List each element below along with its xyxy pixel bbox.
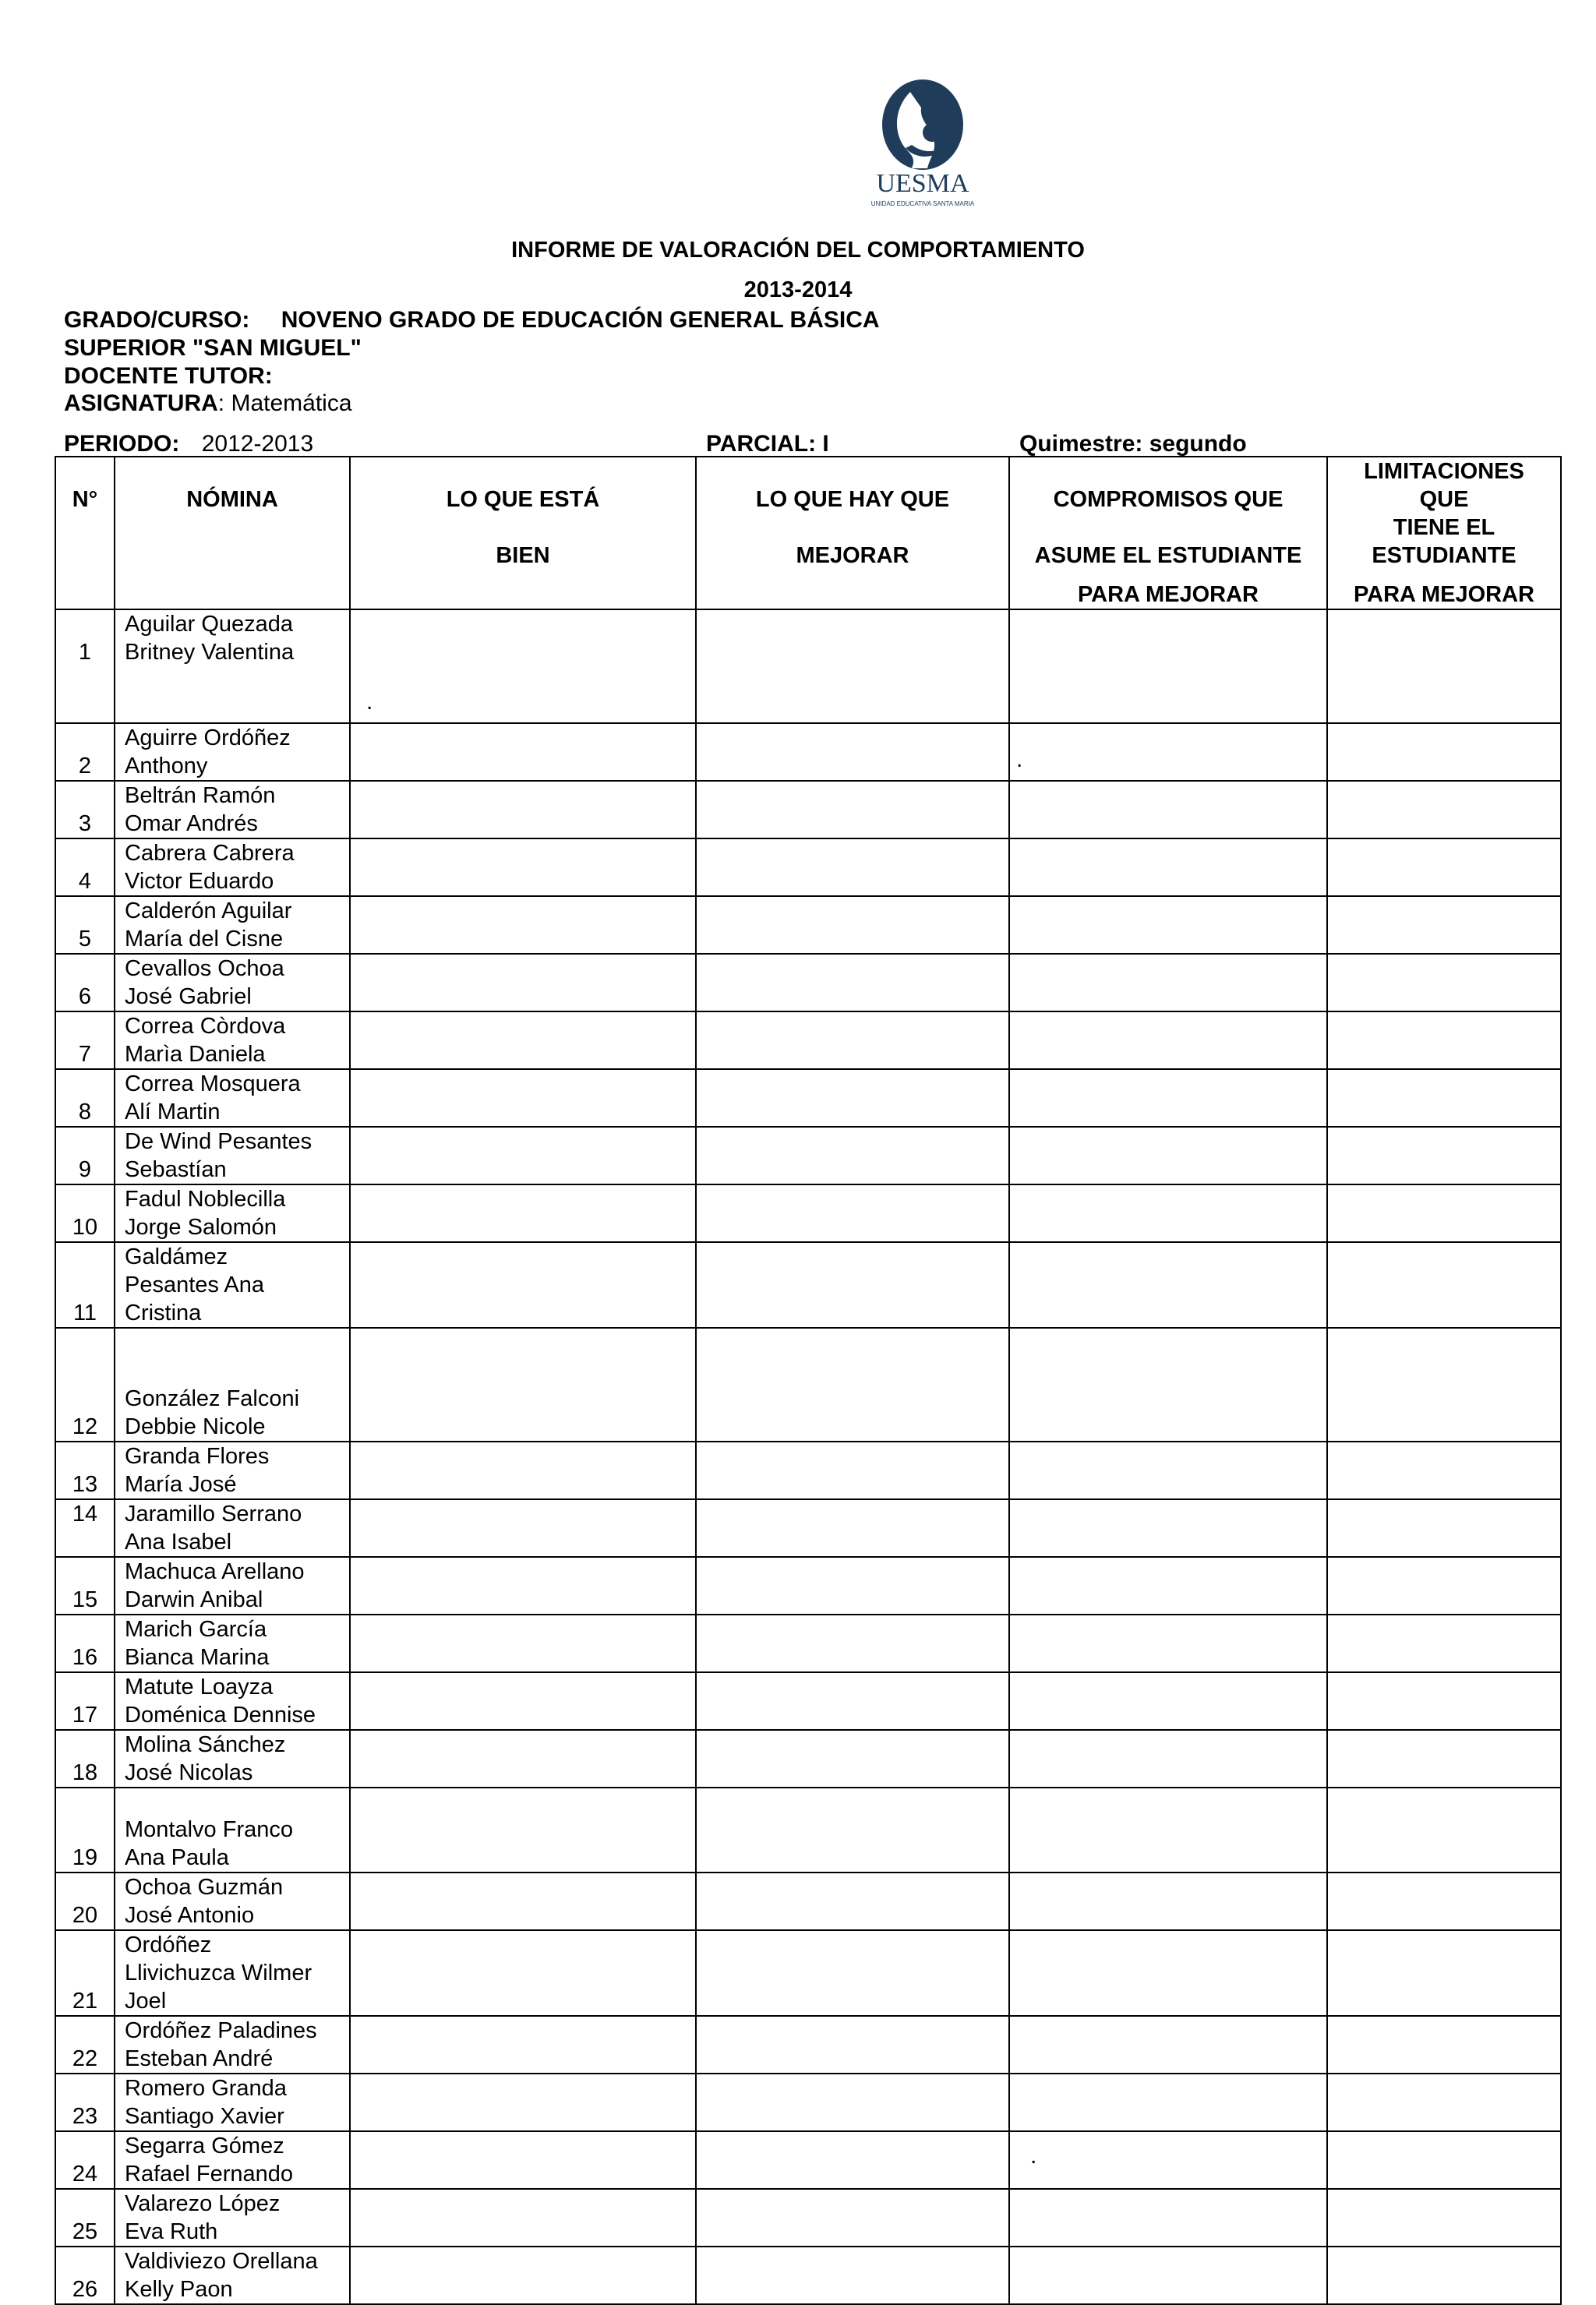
empty-cell[interactable] (1009, 1615, 1327, 1672)
row-number: 7 (55, 1011, 115, 1069)
student-name (115, 896, 350, 954)
row-number: 15 (55, 1557, 115, 1615)
row-number: 19 (55, 1788, 115, 1873)
empty-cell[interactable] (1327, 2074, 1561, 2131)
empty-cell[interactable] (1009, 2247, 1327, 2304)
table-row (55, 896, 1561, 954)
grado-label: GRADO/CURSO: (64, 307, 250, 333)
student-name (115, 1615, 350, 1672)
empty-cell[interactable] (1327, 1328, 1561, 1442)
empty-cell[interactable] (350, 1672, 696, 1730)
empty-cell[interactable] (1327, 2247, 1561, 2304)
table-row (55, 1242, 1561, 1328)
student-name (115, 723, 350, 781)
student-name (115, 1788, 350, 1873)
student-name-line: Alí Martin (125, 1100, 221, 1124)
student-name-line: Anthony (125, 754, 208, 778)
empty-cell[interactable] (1009, 2074, 1327, 2131)
row-number: 1 (55, 609, 115, 723)
empty-cell[interactable] (1009, 1242, 1327, 1328)
table-row (55, 1730, 1561, 1788)
empty-cell[interactable] (1009, 2016, 1327, 2074)
student-name (115, 2247, 350, 2304)
table-row (55, 1328, 1561, 1442)
table-row (55, 1127, 1561, 1184)
header-limitaciones: LIMITACIONES QUE TIENE EL ESTUDIANTE PARA MEJORAR (1327, 457, 1561, 609)
empty-cell[interactable] (350, 1011, 696, 1069)
dot-mark: . (1016, 747, 1023, 772)
empty-cell[interactable] (350, 1499, 696, 1557)
row-number: 13 (55, 1442, 115, 1499)
student-name (115, 609, 350, 723)
student-name-line: Correa Mosquera (125, 1071, 301, 1096)
empty-cell[interactable] (1327, 1557, 1561, 1615)
behavior-table (55, 456, 1545, 2302)
student-name-line: Eva Ruth (125, 2219, 218, 2244)
report-year: 2013-2014 (743, 277, 853, 302)
table-row (55, 2131, 1561, 2189)
empty-cell[interactable] (1009, 1328, 1327, 1442)
empty-cell[interactable] (350, 1615, 696, 1672)
table-row (55, 1615, 1561, 1672)
student-name-line: Ochoa Guzmán (125, 1875, 284, 1900)
student-name-line: Granda Flores (125, 1444, 270, 1469)
student-name (115, 1672, 350, 1730)
student-name-line: Pesantes Ana (125, 1273, 264, 1297)
empty-cell[interactable] (1327, 2189, 1561, 2247)
empty-cell[interactable] (1009, 1069, 1327, 1127)
table-row (55, 1442, 1561, 1499)
empty-cell[interactable] (696, 1328, 1009, 1442)
student-name (115, 1930, 350, 2016)
empty-cell[interactable] (1009, 781, 1327, 838)
row-number: 4 (55, 838, 115, 896)
student-name (115, 1873, 350, 1930)
student-name (115, 1011, 350, 1069)
student-name-line: Omar Andrés (125, 811, 258, 836)
empty-cell[interactable] (696, 1442, 1009, 1499)
empty-cell[interactable] (350, 1069, 696, 1127)
row-number: 22 (55, 2016, 115, 2074)
row-number: 5 (55, 896, 115, 954)
empty-cell[interactable] (1009, 1184, 1327, 1242)
empty-cell[interactable] (350, 781, 696, 838)
empty-cell[interactable] (1009, 1730, 1327, 1788)
row-number: 24 (55, 2131, 115, 2189)
mother-child-emblem-icon (856, 76, 990, 209)
empty-cell[interactable] (350, 1328, 696, 1442)
empty-cell[interactable] (696, 2016, 1009, 2074)
periodo-line (64, 430, 313, 458)
student-name (115, 2131, 350, 2189)
student-name-line: Calderón Aguilar (125, 898, 292, 923)
student-name-line: Aguirre Ordóñez (125, 725, 291, 750)
empty-cell[interactable] (696, 2247, 1009, 2304)
report-title: INFORME DE VALORACIÓN DEL COMPORTAMIENTO (511, 238, 1085, 263)
empty-cell[interactable] (350, 954, 696, 1011)
empty-cell[interactable] (1009, 2131, 1327, 2189)
table-row (55, 1184, 1561, 1242)
table-row (55, 1069, 1561, 1127)
table-row (55, 1499, 1561, 1557)
empty-cell[interactable] (350, 1788, 696, 1873)
student-name-line: Molina Sánchez (125, 1732, 286, 1757)
empty-cell[interactable] (1009, 1442, 1327, 1499)
row-number: 14 (55, 1499, 115, 1557)
empty-cell[interactable] (350, 2074, 696, 2131)
student-name-line: Darwin Anibal (125, 1587, 263, 1612)
empty-cell[interactable] (696, 1069, 1009, 1127)
empty-cell[interactable] (696, 1930, 1009, 2016)
student-name-line: Cristina (125, 1301, 202, 1325)
empty-cell[interactable] (1327, 1672, 1561, 1730)
student-name-line: Marich García (125, 1617, 267, 1642)
empty-cell[interactable] (1327, 1442, 1561, 1499)
student-name (115, 1127, 350, 1184)
empty-cell[interactable] (1009, 838, 1327, 896)
empty-cell[interactable] (696, 1873, 1009, 1930)
empty-cell[interactable] (696, 1615, 1009, 1672)
empty-cell[interactable] (696, 1788, 1009, 1873)
empty-cell[interactable] (350, 1557, 696, 1615)
asignatura-value: : Matemática (217, 390, 352, 416)
empty-cell[interactable] (1009, 723, 1327, 781)
table-row (55, 954, 1561, 1011)
table-row (55, 2074, 1561, 2131)
table-row (55, 1672, 1561, 1730)
student-name-line: Cabrera Cabrera (125, 841, 295, 866)
table-row (55, 1930, 1561, 2016)
row-number: 6 (55, 954, 115, 1011)
student-name (115, 1442, 350, 1499)
empty-cell[interactable] (1009, 2189, 1327, 2247)
grado-line (64, 306, 880, 334)
student-name-line: Machuca Arellano (125, 1559, 305, 1584)
student-name-line: Cevallos Ochoa (125, 956, 284, 981)
student-name-line: Kelly Paon (125, 2277, 233, 2302)
student-name-line: De Wind Pesantes (125, 1129, 312, 1154)
empty-cell[interactable] (696, 838, 1009, 896)
student-name (115, 781, 350, 838)
empty-cell[interactable] (350, 609, 696, 723)
student-name-line: Jorge Salomón (125, 1215, 277, 1240)
student-name (115, 1499, 350, 1557)
row-number: 20 (55, 1873, 115, 1930)
grado-value: NOVENO GRADO DE EDUCACIÓN GENERAL BÁSICA (281, 307, 880, 333)
student-name (115, 1184, 350, 1242)
row-number: 16 (55, 1615, 115, 1672)
student-name (115, 1328, 350, 1442)
header-lo-que-hay-que-mejorar: LO QUE HAY QUE MEJORAR (696, 457, 1009, 609)
row-number: 21 (55, 1930, 115, 2016)
table-row (55, 781, 1561, 838)
row-number: 25 (55, 2189, 115, 2247)
dot-mark: . (1030, 2143, 1037, 2169)
empty-cell[interactable] (1009, 609, 1327, 723)
row-number: 9 (55, 1127, 115, 1184)
table-row (55, 1788, 1561, 1873)
header-lo-que-esta-bien: LO QUE ESTÁ BIEN (350, 457, 696, 609)
student-name-line: Debbie Nicole (125, 1414, 266, 1439)
student-name-line: Valarezo López (125, 2191, 281, 2216)
quimestre-label: Quimestre: segundo (1019, 431, 1247, 457)
empty-cell[interactable] (350, 896, 696, 954)
empty-cell[interactable] (1327, 1788, 1561, 1873)
student-name-line: Llivichuzca Wilmer (125, 1961, 312, 1986)
empty-cell[interactable] (696, 1672, 1009, 1730)
row-number: 2 (55, 723, 115, 781)
table-header-row (55, 457, 1561, 609)
student-name-line: José Gabriel (125, 984, 252, 1009)
empty-cell[interactable] (696, 1127, 1009, 1184)
student-name (115, 2016, 350, 2074)
empty-cell[interactable] (350, 723, 696, 781)
row-number: 11 (55, 1242, 115, 1328)
empty-cell[interactable] (350, 1242, 696, 1328)
empty-cell[interactable] (1327, 1730, 1561, 1788)
table-row (55, 2189, 1561, 2247)
student-name (115, 2074, 350, 2131)
empty-cell[interactable] (696, 781, 1009, 838)
empty-cell[interactable] (1009, 1127, 1327, 1184)
empty-cell[interactable] (1327, 838, 1561, 896)
empty-cell[interactable] (350, 1730, 696, 1788)
empty-cell[interactable] (696, 954, 1009, 1011)
empty-cell[interactable] (696, 896, 1009, 954)
student-name-line: Ana Paula (125, 1845, 229, 1870)
svg-text:UESMA: UESMA (876, 169, 969, 198)
student-name-line: María del Cisne (125, 927, 284, 951)
asignatura-line (64, 390, 352, 418)
svg-text:UNIDAD EDUCATIVA SANTA MARIA: UNIDAD EDUCATIVA SANTA MARIA (870, 200, 975, 207)
empty-cell[interactable] (696, 1011, 1009, 1069)
student-name-line: Galdámez (125, 1244, 228, 1269)
student-name-line: Correa Còrdova (125, 1014, 286, 1039)
student-name (115, 954, 350, 1011)
student-name (115, 2189, 350, 2247)
empty-cell[interactable] (1009, 896, 1327, 954)
empty-cell[interactable] (696, 1242, 1009, 1328)
student-name (115, 1730, 350, 1788)
header-compromisos: COMPROMISOS QUE ASUME EL ESTUDIANTE PARA MEJORAR (1009, 457, 1327, 609)
empty-cell[interactable] (1327, 609, 1561, 723)
empty-cell[interactable] (1009, 1011, 1327, 1069)
student-name-line: Romero Granda (125, 2076, 287, 2101)
table-row (55, 1011, 1561, 1069)
empty-cell[interactable] (350, 1442, 696, 1499)
asignatura-label: ASIGNATURA (64, 390, 218, 416)
student-name-line: Ordóñez (125, 1933, 212, 1957)
student-name (115, 1557, 350, 1615)
student-name-line: María José (125, 1472, 237, 1497)
student-name-line: Ordóñez Paladines (125, 2018, 317, 2043)
grado-value-continued: SUPERIOR "SAN MIGUEL" (64, 335, 362, 361)
empty-cell[interactable] (696, 723, 1009, 781)
parcial-label: PARCIAL: I (706, 431, 829, 457)
empty-cell[interactable] (1009, 1873, 1327, 1930)
student-name-line: Joel (125, 1989, 167, 2014)
empty-cell[interactable] (1009, 1788, 1327, 1873)
student-name-line: José Nicolas (125, 1760, 253, 1785)
student-name (115, 1242, 350, 1328)
student-name-line: Segarra Gómez (125, 2134, 284, 2159)
empty-cell[interactable] (1009, 1499, 1327, 1557)
student-name-line: Beltrán Ramón (125, 783, 276, 808)
empty-cell[interactable] (350, 1873, 696, 1930)
student-name-line: González Falconi (125, 1386, 300, 1411)
empty-cell[interactable] (350, 2131, 696, 2189)
row-number: 23 (55, 2074, 115, 2131)
row-number: 12 (55, 1328, 115, 1442)
empty-cell[interactable] (1327, 1011, 1561, 1069)
row-number: 10 (55, 1184, 115, 1242)
empty-cell[interactable] (350, 1127, 696, 1184)
empty-cell[interactable] (1327, 1499, 1561, 1557)
student-name-line: Fadul Noblecilla (125, 1187, 286, 1212)
empty-cell[interactable] (696, 1557, 1009, 1615)
empty-cell[interactable] (1327, 2131, 1561, 2189)
table-row (55, 723, 1561, 781)
student-name-line: Aguilar Quezada (125, 612, 294, 637)
dot-mark: . (366, 689, 373, 715)
empty-cell[interactable] (1327, 1184, 1561, 1242)
empty-cell[interactable] (350, 2189, 696, 2247)
table-row (55, 2247, 1561, 2304)
row-number: 17 (55, 1672, 115, 1730)
student-name-line: Rafael Fernando (125, 2162, 294, 2187)
school-logo (856, 76, 990, 209)
empty-cell[interactable] (1327, 723, 1561, 781)
empty-cell[interactable] (1009, 1930, 1327, 2016)
empty-cell[interactable] (1327, 1930, 1561, 2016)
empty-cell[interactable] (696, 1730, 1009, 1788)
table-row (55, 1557, 1561, 1615)
student-name (115, 838, 350, 896)
empty-cell[interactable] (350, 2247, 696, 2304)
docente-label: DOCENTE TUTOR: (64, 363, 273, 389)
table-row (55, 609, 1561, 723)
student-name-line: Montalvo Franco (125, 1817, 293, 1842)
row-number: 18 (55, 1730, 115, 1788)
table-row (55, 2016, 1561, 2074)
student-name-line: Jaramillo Serrano (125, 1502, 302, 1527)
empty-cell[interactable] (1327, 1242, 1561, 1328)
empty-cell[interactable] (350, 838, 696, 896)
student-name-line: Valdiviezo Orellana (125, 2249, 318, 2274)
student-name (115, 1069, 350, 1127)
empty-cell[interactable] (696, 2189, 1009, 2247)
row-number: 3 (55, 781, 115, 838)
empty-cell[interactable] (696, 2131, 1009, 2189)
empty-cell[interactable] (1327, 781, 1561, 838)
table-row (55, 1873, 1561, 1930)
empty-cell[interactable] (1327, 1615, 1561, 1672)
student-name-line: Santiago Xavier (125, 2104, 284, 2129)
student-name-line: Britney Valentina (125, 640, 295, 665)
student-name-line: Victor Eduardo (125, 869, 274, 894)
empty-cell[interactable] (1327, 1873, 1561, 1930)
empty-cell[interactable] (696, 1184, 1009, 1242)
student-name-line: Esteban André (125, 2046, 274, 2071)
periodo-label: PERIODO: (64, 431, 180, 457)
table-row (55, 838, 1561, 896)
empty-cell[interactable] (1009, 1672, 1327, 1730)
student-name-line: Bianca Marina (125, 1645, 270, 1670)
row-number: 26 (55, 2247, 115, 2304)
student-name-line: Ana Isabel (125, 1530, 232, 1555)
empty-cell[interactable] (1009, 954, 1327, 1011)
periodo-value: 2012-2013 (201, 431, 314, 457)
student-name-line: Doménica Dennise (125, 1703, 316, 1728)
empty-cell[interactable] (1009, 1557, 1327, 1615)
header-num: N° (55, 457, 115, 609)
empty-cell[interactable] (1327, 1127, 1561, 1184)
student-name-line: José Antonio (125, 1903, 255, 1928)
student-name-line: Marìa Daniela (125, 1042, 266, 1067)
student-name-line: Matute Loayza (125, 1675, 274, 1700)
empty-cell[interactable] (1327, 954, 1561, 1011)
row-number: 8 (55, 1069, 115, 1127)
empty-cell[interactable] (350, 1930, 696, 2016)
empty-cell[interactable] (696, 609, 1009, 723)
student-name-line: Sebastían (125, 1157, 227, 1182)
empty-cell[interactable] (1327, 2016, 1561, 2074)
empty-cell[interactable] (696, 1499, 1009, 1557)
empty-cell[interactable] (1327, 1069, 1561, 1127)
empty-cell[interactable] (696, 2074, 1009, 2131)
header-nomina: NÓMINA (115, 457, 350, 609)
empty-cell[interactable] (350, 1184, 696, 1242)
empty-cell[interactable] (350, 2016, 696, 2074)
empty-cell[interactable] (1327, 896, 1561, 954)
